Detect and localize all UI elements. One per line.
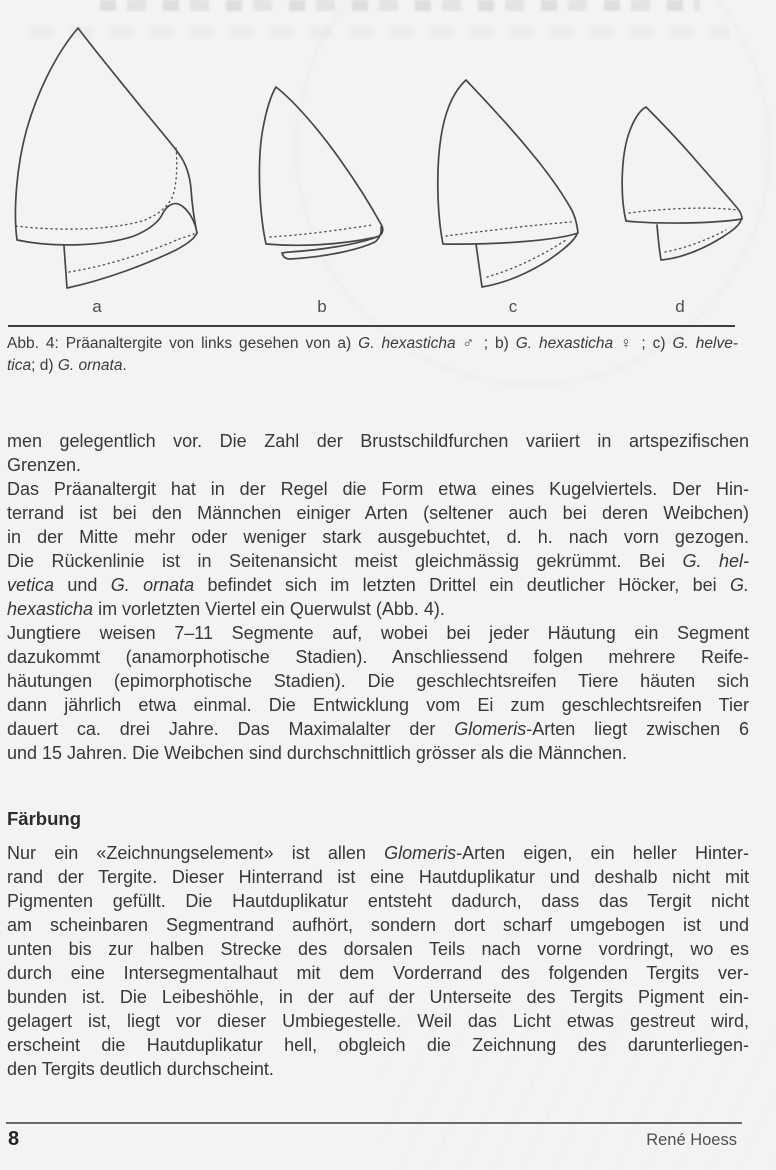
text-line: Die Rückenlinie ist in Seitenansicht meist gleichmässig gekrümmt. Bei G. hel- [7,551,749,571]
text-line: gelagert ist, liegt vor dieser Umbiegestelle. Weil das Licht etwas gestreut wird, [7,1011,749,1031]
tergite-a-dotted-margin [16,148,177,229]
figure-caption [7,333,738,377]
page-footer [8,1128,737,1151]
text-line: dauert ca. drei Jahre. Das Maximalalter der Glomeris-Arten liegt zwischen 6 [7,719,749,739]
text-line: hexasticha im vorletzten Viertel ein Querwulst (Abb. 4). [7,599,445,619]
tergite-a-outline [15,28,197,245]
tergite-drawing-b [259,87,382,259]
figure-label-b: b [317,297,327,316]
text-line: dazukommt (anamorphotische Stadien). Anschliessend folgen mehrere Reife- [7,647,749,667]
text-line: rand der Tergite. Dieser Hinterrand ist eine Hautduplikatur und deshalb nicht mit [7,867,749,887]
page-number: 8 [8,1128,20,1150]
tergite-drawing-c [438,80,578,287]
tergite-a-flap-dotted [69,234,194,272]
text-line: tica; d) G. ornata. [7,357,127,374]
running-author: René Hoess [646,1131,737,1149]
tergite-b-dotted-margin [270,225,372,237]
text-line: den Tergits deutlich durchscheint. [7,1059,274,1079]
text-line: Abb. 4: Präanaltergite von links gesehen von a) G. hexasticha ♂ ; b) G. hexasticha ♀ ; c) G. helve- [7,335,738,352]
text-line: durch eine Intersegmentalhaut mit dem Vorderrand des folgenden Tergits ver- [7,963,749,983]
body-text-block-2 [7,841,749,1081]
tergite-b-hem [282,227,381,259]
text-line: Das Präanaltergit hat in der Regel die Form etwa eines Kugelviertels. Der Hin- [7,479,749,499]
text-line: am scheinbaren Segmentrand aufhört, sondern dort scharf umgebogen ist und [7,915,749,935]
text-line: bunden ist. Die Leibeshöhle, in der auf der Unterseite des Tergits Pigment ein- [7,987,749,1007]
footer-rule [6,1122,742,1124]
text-line: und 15 Jahren. Die Weibchen sind durchschnittlich grösser als die Männchen. [7,743,628,763]
text-line: men gelegentlich vor. Die Zahl der Brustschildfurchen variiert in artspezifischen [7,431,749,451]
tergite-drawing-d [622,107,742,260]
figure-label-c: c [508,297,518,316]
tergite-c-outline [438,80,578,244]
figure-label-d: d [675,297,685,316]
text-line: Nur ein «Zeichnungselement» ist allen Glomeris-Arten eigen, ein heller Hinter- [7,843,749,863]
text-line: unten bis zur halben Strecke des dorsalen Teils nach vorne vordringt, wo es [7,939,749,959]
text-line: Grenzen. [7,455,82,475]
figure-caption-rule [8,325,735,327]
tergite-d-dotted-margin [629,208,738,213]
text-line: vetica und G. ornata befindet sich im letzten Drittel ein deutlicher Höcker, bei G. [7,575,749,595]
tergite-c-dotted-margin [446,222,571,236]
text-line: Pigmenten gefüllt. Die Hautduplikatur entsteht dadurch, dass das Tergit nicht [7,891,749,911]
section-heading-faerbung: Färbung [7,808,81,829]
text-line: Jungtiere weisen 7–11 Segmente auf, wobei bei jeder Häutung ein Segment [7,623,749,643]
text-line: erscheint die Hautduplikatur hell, obgleich die Zeichnung des darunterliegen- [7,1035,749,1055]
figure-label-a: a [92,297,102,316]
tergite-a-flap [64,233,197,288]
text-line: häutungen (epimorphotische Stadien). Die geschlechtsreifen Tiere häuten sich [7,671,749,691]
text-line: terrand ist bei den Männchen einiger Arten (seltener auch bei deren Weibchen) [7,503,749,523]
tergite-b-outline [259,87,382,245]
text-line: dann jährlich etwa einmal. Die Entwicklung vom Ei zum geschlechtsreifen Tier [7,695,749,715]
text-line: in der Mitte mehr oder weniger stark ausgebuchtet, d. h. nach vorn gezogen. [7,527,749,547]
body-text-block-1 [7,429,749,765]
tergite-drawing-a [15,28,197,288]
tergite-d-outline [622,107,742,223]
tergite-d-flap [657,220,741,260]
tergite-c-flap-dotted [487,240,566,277]
figure-abb4-drawings [0,0,776,322]
